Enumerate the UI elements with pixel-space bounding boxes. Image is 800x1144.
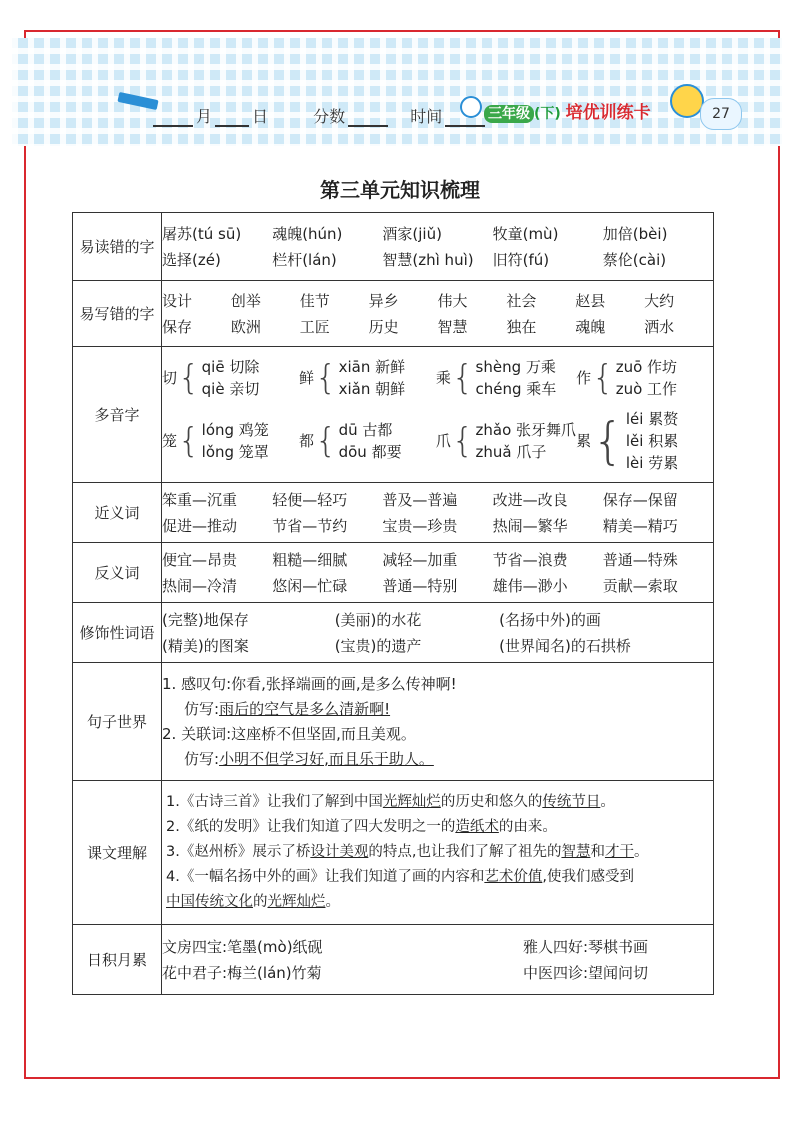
polyphone-reading: lóng 鸡笼 bbox=[201, 420, 269, 439]
sentence-1: 1. 感叹句:你看,张择端画的画,是多么传神啊! bbox=[162, 674, 457, 693]
lesson-1: 1.《古诗三首》让我们了解到中国光辉灿烂的历史和悠久的传统节日。 bbox=[166, 794, 615, 810]
antonym-item: 节省—浪费 bbox=[492, 550, 568, 569]
row-label: 日积月累 bbox=[73, 925, 162, 995]
row-sentences bbox=[73, 663, 714, 781]
polyphone-reading: dōu 都要 bbox=[338, 442, 402, 461]
row-label: 反义词 bbox=[73, 543, 162, 603]
sentence-2: 2. 关联词:这座桥不但坚固,而且美观。 bbox=[162, 724, 416, 743]
polyphone-group bbox=[436, 408, 576, 474]
polyphone-reading: lěi 积累 bbox=[625, 431, 679, 450]
easy-read-item: 酒家(jiǔ) bbox=[382, 224, 442, 243]
row-label: 易读错的字 bbox=[73, 213, 162, 281]
row-antonyms bbox=[73, 543, 714, 603]
easy-write-item: 设计 bbox=[162, 291, 193, 310]
antonym-item: 贡献—索取 bbox=[602, 576, 678, 595]
row-label: 修饰性词语 bbox=[73, 603, 162, 663]
knowledge-table bbox=[72, 212, 714, 995]
antonym-list bbox=[162, 548, 713, 598]
date-score-row: 月 日 分数 时间 bbox=[150, 104, 488, 127]
brace-icon: { bbox=[178, 357, 200, 398]
easy-read-item: 屠苏(tú sū) bbox=[162, 224, 242, 243]
polyphone-reading: shèng 万乘 bbox=[475, 357, 556, 376]
easy-read-item: 蔡伦(cài) bbox=[602, 250, 667, 269]
synonym-item: 保存—保留 bbox=[602, 490, 678, 509]
antonym-item: 悠闲—忙碌 bbox=[272, 576, 348, 595]
mascot-icon bbox=[670, 84, 704, 118]
row-easy-read bbox=[73, 213, 714, 281]
accumulate-item: 文房四宝:笔墨(mò)纸砚 bbox=[162, 937, 323, 956]
series-badge: 三年级 (下) 培优训练卡 bbox=[484, 98, 651, 123]
polyphone-reading: qiē 切除 bbox=[201, 357, 260, 376]
polyphone-list bbox=[162, 356, 713, 474]
polyphone-reading: lèi 劳累 bbox=[625, 453, 679, 472]
polyphone-char: 都 bbox=[298, 432, 314, 450]
brace-icon: { bbox=[314, 420, 337, 461]
row-easy-write bbox=[73, 281, 714, 347]
brace-icon: { bbox=[592, 357, 614, 398]
row-lessons bbox=[73, 781, 714, 925]
row-label: 多音字 bbox=[73, 347, 162, 483]
antonym-item: 雄伟—渺小 bbox=[492, 576, 568, 595]
synonym-item: 改进—改良 bbox=[492, 490, 568, 509]
header-background bbox=[12, 38, 782, 146]
polyphone-char: 乘 bbox=[435, 369, 451, 387]
easy-write-item: 历史 bbox=[368, 317, 399, 336]
antonym-item: 粗糙—细腻 bbox=[272, 550, 348, 569]
easy-read-item: 魂魄(hún) bbox=[272, 224, 343, 243]
easy-read-item: 加倍(bèi) bbox=[602, 224, 668, 243]
polyphone-group bbox=[299, 356, 436, 400]
sentence-1-imitation: 仿写:雨后的空气是多么清新啊! bbox=[184, 699, 391, 718]
lesson-4: 4.《一幅名扬中外的画》让我们知道了画的内容和艺术价值,使我们感受到 中国传统文化的光辉灿烂。 bbox=[166, 869, 634, 910]
polyphone-reading: lǒng 笼罩 bbox=[201, 442, 269, 461]
easy-write-item: 大约 bbox=[644, 291, 675, 310]
polyphone-reading: zhǎo 张牙舞爪 bbox=[475, 420, 577, 439]
row-synonyms bbox=[73, 483, 714, 543]
easy-write-item: 创举 bbox=[230, 291, 261, 310]
easy-write-item: 赵县 bbox=[575, 291, 606, 310]
lesson-2: 2.《纸的发明》让我们知道了四大发明之一的造纸术的由来。 bbox=[166, 819, 557, 835]
easy-write-list bbox=[162, 289, 713, 339]
polyphone-reading: xiǎn 朝鲜 bbox=[338, 379, 406, 398]
brace-icon: { bbox=[178, 420, 200, 461]
polyphone-char: 切 bbox=[162, 369, 178, 387]
polyphone-reading: léi 累赘 bbox=[625, 409, 679, 428]
easy-write-item: 社会 bbox=[506, 291, 537, 310]
synonym-item: 轻便—轻巧 bbox=[272, 490, 348, 509]
synonym-item: 热闹—繁华 bbox=[492, 516, 568, 535]
antonym-item: 普通—特别 bbox=[382, 576, 458, 595]
easy-write-item: 保存 bbox=[162, 317, 193, 336]
brace-icon: { bbox=[451, 357, 474, 398]
antonym-item: 减轻—加重 bbox=[382, 550, 458, 569]
antonym-item: 普通—特殊 bbox=[602, 550, 678, 569]
accumulate-item: 雅人四好:琴棋书画 bbox=[523, 937, 649, 956]
polyphone-reading: dū 古都 bbox=[338, 420, 393, 439]
polyphone-reading: chéng 乘车 bbox=[475, 379, 557, 398]
easy-read-item: 栏杆(lán) bbox=[272, 250, 337, 269]
polyphone-group bbox=[162, 408, 299, 474]
polyphone-char: 作 bbox=[576, 369, 592, 387]
easy-write-item: 佳节 bbox=[299, 291, 330, 310]
easy-write-item: 独在 bbox=[506, 317, 537, 336]
lesson-3: 3.《赵州桥》展示了桥设计美观的特点,也让我们了解了祖先的智慧和才干。 bbox=[166, 844, 649, 860]
accumulate-list bbox=[162, 935, 713, 985]
polyphone-group bbox=[299, 408, 436, 474]
easy-read-item: 牧童(mù) bbox=[492, 224, 559, 243]
polyphone-char: 累 bbox=[576, 432, 592, 450]
accumulate-item: 中医四诊:望闻问切 bbox=[523, 963, 649, 982]
polyphone-reading: zhuǎ 爪子 bbox=[475, 442, 547, 461]
modifier-item: (宝贵)的遗产 bbox=[334, 636, 422, 655]
modifier-item: (名扬中外)的画 bbox=[499, 610, 601, 629]
brace-icon: { bbox=[314, 357, 337, 398]
polyphone-reading: zuò 工作 bbox=[615, 379, 678, 398]
polyphone-char: 笼 bbox=[162, 432, 178, 450]
accumulate-item: 花中君子:梅兰(lán)竹菊 bbox=[162, 963, 322, 982]
polyphone-char: 爪 bbox=[435, 432, 451, 450]
antonym-item: 热闹—冷清 bbox=[162, 576, 238, 595]
synonym-item: 节省—节约 bbox=[272, 516, 348, 535]
easy-write-item: 洒水 bbox=[644, 317, 675, 336]
modifier-item: (完整)地保存 bbox=[162, 610, 249, 629]
clock-icon bbox=[460, 96, 482, 118]
row-label: 句子世界 bbox=[73, 663, 162, 781]
polyphone-group bbox=[576, 356, 713, 400]
modifier-item: (美丽)的水花 bbox=[334, 610, 422, 629]
synonym-list bbox=[162, 488, 713, 538]
synonym-item: 笨重—沉重 bbox=[162, 490, 238, 509]
easy-write-item: 欧洲 bbox=[230, 317, 261, 336]
antonym-item: 便宜—昂贵 bbox=[162, 550, 238, 569]
easy-write-item: 智慧 bbox=[437, 317, 468, 336]
polyphone-group bbox=[162, 356, 299, 400]
row-accumulate bbox=[73, 925, 714, 995]
modifier-list bbox=[162, 608, 713, 658]
row-label: 易写错的字 bbox=[73, 281, 162, 347]
brace-icon: { bbox=[451, 420, 474, 461]
easy-read-item: 智慧(zhì huì) bbox=[382, 250, 474, 269]
synonym-item: 精美—精巧 bbox=[602, 516, 678, 535]
synonym-item: 促进—推动 bbox=[162, 516, 238, 535]
row-modifiers bbox=[73, 603, 714, 663]
page-number: 27 bbox=[700, 98, 742, 130]
row-label: 近义词 bbox=[73, 483, 162, 543]
row-polyphones bbox=[73, 347, 714, 483]
easy-write-item: 伟大 bbox=[437, 291, 468, 310]
easy-read-item: 旧符(fú) bbox=[492, 250, 550, 269]
easy-write-item: 魂魄 bbox=[575, 317, 606, 336]
polyphone-reading: qiè 亲切 bbox=[201, 379, 260, 398]
polyphone-char: 鲜 bbox=[298, 369, 314, 387]
synonym-item: 宝贵—珍贵 bbox=[382, 516, 458, 535]
easy-read-item: 选择(zé) bbox=[162, 250, 221, 269]
polyphone-group bbox=[436, 356, 576, 400]
sentence-2-imitation: 仿写:小明不但学习好,而且乐于助人。 bbox=[184, 749, 434, 768]
synonym-item: 普及—普遍 bbox=[382, 490, 458, 509]
row-label: 课文理解 bbox=[73, 781, 162, 925]
polyphone-group bbox=[576, 408, 713, 474]
polyphone-reading: zuō 作坊 bbox=[615, 357, 678, 376]
polyphone-reading: xiān 新鲜 bbox=[338, 357, 406, 376]
easy-read-list bbox=[162, 222, 713, 272]
modifier-item: (世界闻名)的石拱桥 bbox=[499, 636, 631, 655]
easy-write-item: 异乡 bbox=[368, 291, 399, 310]
easy-write-item: 工匠 bbox=[299, 317, 330, 336]
modifier-item: (精美)的图案 bbox=[162, 636, 249, 655]
brace-icon: { bbox=[592, 411, 624, 470]
page-title: 第三单元知识梳理 bbox=[320, 178, 480, 202]
